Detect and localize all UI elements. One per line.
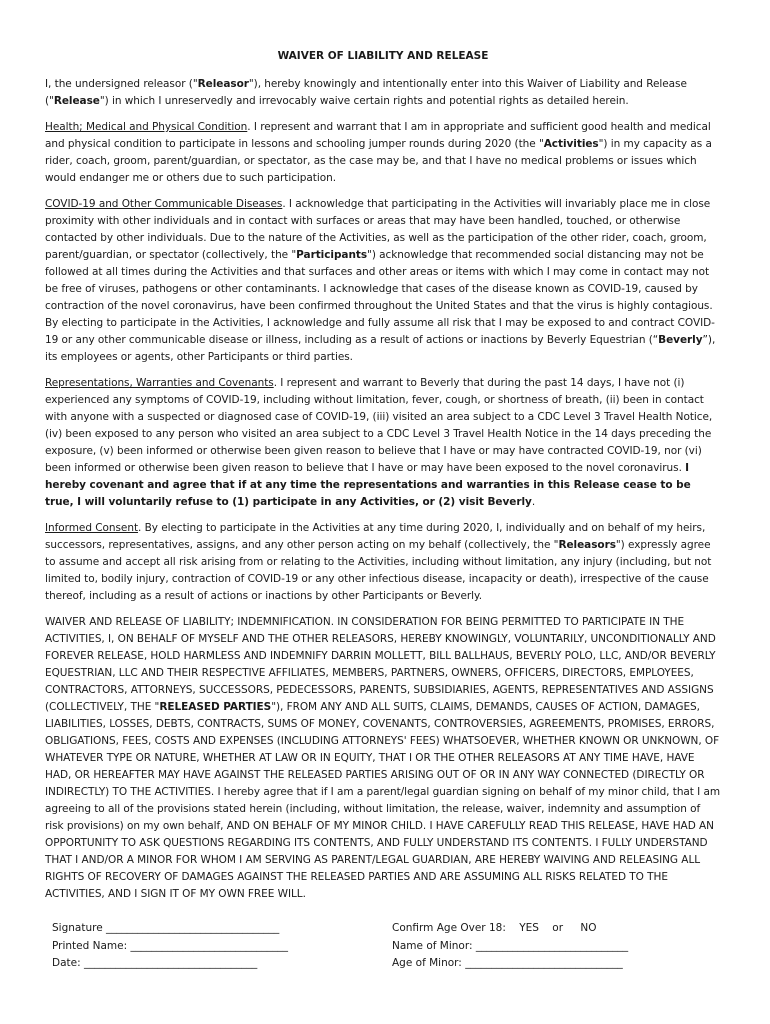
health-text-1: . I represent and warrant that I am in appropriate and sufficient good health and medical and physical condition to participate in lessons and schooling jumper rounds during 2020 (the " <box>45 121 711 150</box>
waiver-paragraph <box>45 614 721 903</box>
signature-column-left <box>52 920 352 973</box>
date-line[interactable]: _________________________________ <box>83 957 258 969</box>
age-confirm-label: Confirm Age Over 18: <box>392 922 506 934</box>
term-beverly: Beverly <box>658 334 703 346</box>
reps-text-2: . <box>531 496 536 508</box>
minor-age-label: Age of Minor: <box>392 957 462 969</box>
consent-paragraph <box>45 520 721 605</box>
term-released-parties: RELEASED PARTIES <box>159 701 272 713</box>
printed-name-label: Printed Name: <box>52 939 128 952</box>
printed-name-line[interactable]: ______________________________ <box>130 939 288 952</box>
term-participants: Participants <box>296 249 368 261</box>
consent-text-1: . By electing to participate in the Activities at any time during 2020, I, individually and on behalf of my heirs, successors, representatives, assigns, and any other person acting on my behalf (collectively, the " <box>45 522 706 551</box>
waiver-text-2: "), FROM ANY AND ALL SUITS, CLAIMS, DEMANDS, CAUSES OF ACTION, DAMAGES, LIABILITIES, LOSSES, DEBTS, CONTRACTS, SUMS OF MONEY, COVENANTS, CONTROVERSIES, AGREEMENTS, PROMISES, ERRORS, OBLIGATIONS, FEES, COSTS AND EXPENSES (INCLUDING ATTORNEYS' FEES) WHATSOEVER, WHETHER KNOWN OR UNKNOWN, OF WHATEVER TYPE OR NATURE, WHETHER AT LAW OR IN EQUITY, THAT I OR THE OTHER RELEASORS AT ANY TIME HAVE, HAVE HAD, OR HEREAFTER MAY HAVE AGAINST THE RELEASED PARTIES ARISING OUT OF OR IN ANY WAY CONNECTED (DIRECTLY OR INDIRECTLY) TO THE ACTIVITIES. I hereby agree that if I am a parent/legal guardian signing on behalf of my minor child, that I am agreeing to all of the provisions stated herein (including, without limitation, the release, waiver, indemnity and assumption of risk provisions) on my own behalf, AND ON BEHALF OF MY MINOR CHILD. I HAVE CAREFULLY READ THIS RELEASE, HAVE HAD AN OPPORTUNITY TO ASK QUESTIONS REGARDING ITS CONTENTS, AND FULLY UNDERSTAND ITS CONTENTS. I FULLY UNDERSTAND THAT I AND/OR A MINOR FOR WHOM I AM SERVING AS PARENT/LEGAL GUARDIAN, ARE HEREBY WAIVING AND RELEASING ALL RIGHTS OF RECOVERY OF DAMAGES AGAINST THE RELEASED PARTIES AND ARE ASSUMING ALL RISKS RELATED TO THE ACTIVITIES, AND I SIGN IT OF MY OWN FREE WILL. <box>45 701 721 900</box>
reps-text-1: . I represent and warrant to Beverly that during the past 14 days, I have not (i) experienced any symptoms of COVID-19, including without limitation, fever, cough, or shortness of breath, (ii) been in contact with anyone with a suspected or diagnosed case of COVID-19, (iii) visited an area subject to a CDC Level 3 Travel Health Notice, (iv) been exposed to any person who visited an area subject to a CDC Level 3 Travel Health Notice in the 14 days preceding the exposure, (v) been informed or otherwise been given reason to believe that I have or may have contracted COVID-19, nor (vi) been informed or otherwise been given reason to believe that I have or may have been exposed to the novel coronavirus. <box>45 377 713 474</box>
health-heading: Health; Medical and Physical Condition <box>45 121 248 133</box>
covid-heading: COVID-19 and Other Communicable Diseases <box>45 198 283 210</box>
age-or-text: or <box>552 922 564 934</box>
intro-text-2: "), hereby knowingly and intentionally enter into this Waiver of Liability and Release (" <box>45 78 687 107</box>
term-release: Release <box>53 95 100 107</box>
signature-label: Signature <box>52 922 103 934</box>
term-activities: Activities <box>543 138 599 150</box>
signature-line[interactable]: _________________________________ <box>106 922 280 934</box>
covid-paragraph <box>45 196 721 366</box>
health-text-2: ") in my capacity as a rider, coach, groom, parent/guardian, or spectator, as the case may be, and that I have no medical problems or issues which would endanger me or others due to such participation. <box>45 138 712 184</box>
intro-text-1: I, the undersigned releasor (" <box>45 78 198 90</box>
minor-name-line[interactable]: _____________________________ <box>475 939 629 952</box>
printed-name-row[interactable] <box>52 938 352 956</box>
minor-age-row[interactable] <box>392 955 692 973</box>
age-yes-option[interactable]: YES <box>519 922 539 934</box>
intro-text-3: ") in which I unreservedly and irrevocably waive certain rights and potential rights as detailed herein. <box>99 95 629 107</box>
covid-text-2: ") acknowledge that recommended social distancing may not be followed at all times during the Activities and that surfaces and other areas or items with which I may come in contact may not be free of viruses, pathogens or other contaminants. I acknowledge that cases of the disease known as COVID-19, caused by contraction of the novel coronavirus, have been confirmed throughout the United States and that the virus is highly contagious. By electing to participate in the Activities, I acknowledge and fully assume all risk that I may be exposed to and contract COVID-19 or any other communicable disease or illness, including as a result of actions or inactions by Beverly Equestrian (“ <box>45 249 715 346</box>
waiver-text-1: WAIVER AND RELEASE OF LIABILITY; INDEMNIFICATION. IN CONSIDERATION FOR BEING PERMITTED TO PARTICIPATE IN THE ACTIVITIES, I, ON BEHALF OF MYSELF AND THE OTHER RELEASORS, HEREBY KNOWINGLY, VOLUNTARILY, UNCONDITIONALLY AND FOREVER RELEASE, HOLD HARMLESS AND INDEMNIFY DARRIN MOLLETT, BILL BALLHAUS, BEVERLY POLO, LLC, AND/OR BEVERLY EQUESTRIAN, LLC AND THEIR RESPECTIVE AFFILIATES, MEMBERS, PARTNERS, OWNERS, OFFICERS, DIRECTORS, EMPLOYEES, CONTRACTORS, ATTORNEYS, SUCCESSORS, PEDECESSORS, PARENTS, SUBSIDIARIES, AGENTS, REPRESENTATIVES AND ASSIGNS (COLLECTIVELY, THE " <box>45 616 716 713</box>
health-paragraph <box>45 119 721 187</box>
minor-name-row[interactable] <box>392 938 692 956</box>
minor-age-line[interactable]: ______________________________ <box>465 957 623 969</box>
age-confirm-row <box>392 920 692 938</box>
term-releasor: Releasor <box>197 78 249 90</box>
covid-text-1: . I acknowledge that participating in the Activities will invariably place me in close proximity with other individuals and in contact with surfaces or areas that may have been handled, touched, or otherwise contacted by other individuals. Due to the nature of the Activities, as well as the participation of the other rider, coach, groom, parent/guardian, or spectator (collectively, the " <box>45 198 711 261</box>
document-title: WAIVER OF LIABILITY AND RELEASE <box>277 50 489 62</box>
reps-heading: Representations, Warranties and Covenants <box>45 377 274 389</box>
reps-covenant: I hereby covenant and agree that if at any time the representations and warranties in this Release cease to be true, I will voluntarily refuse to (1) participate in any Activities, or (2) visit Beverly <box>45 462 691 508</box>
waiver-document <box>45 48 721 912</box>
reps-paragraph <box>45 375 721 511</box>
consent-text-2: ") expressly agree to assume and accept all risk arising from or relating to the Activities, including without limitation, any injury (including, but not limited to, bodily injury, contraction of COVID-19 or any other infectious disease, incapacity or death), irrespective of the cause thereof, including as a result of actions or inactions by other Participants or Beverly. <box>45 539 712 602</box>
intro-paragraph <box>45 76 721 110</box>
term-releasors: Releasors <box>558 539 616 551</box>
covid-text-3: ”), its employees or agents, other Participants or third parties. <box>45 334 716 363</box>
minor-name-label: Name of Minor: <box>392 939 473 952</box>
age-no-option[interactable]: NO <box>580 922 597 934</box>
signature-row[interactable] <box>52 920 352 938</box>
signature-column-right <box>392 920 692 973</box>
date-label: Date: <box>52 957 81 969</box>
date-row[interactable] <box>52 955 352 973</box>
consent-heading: Informed Consent <box>45 522 139 534</box>
